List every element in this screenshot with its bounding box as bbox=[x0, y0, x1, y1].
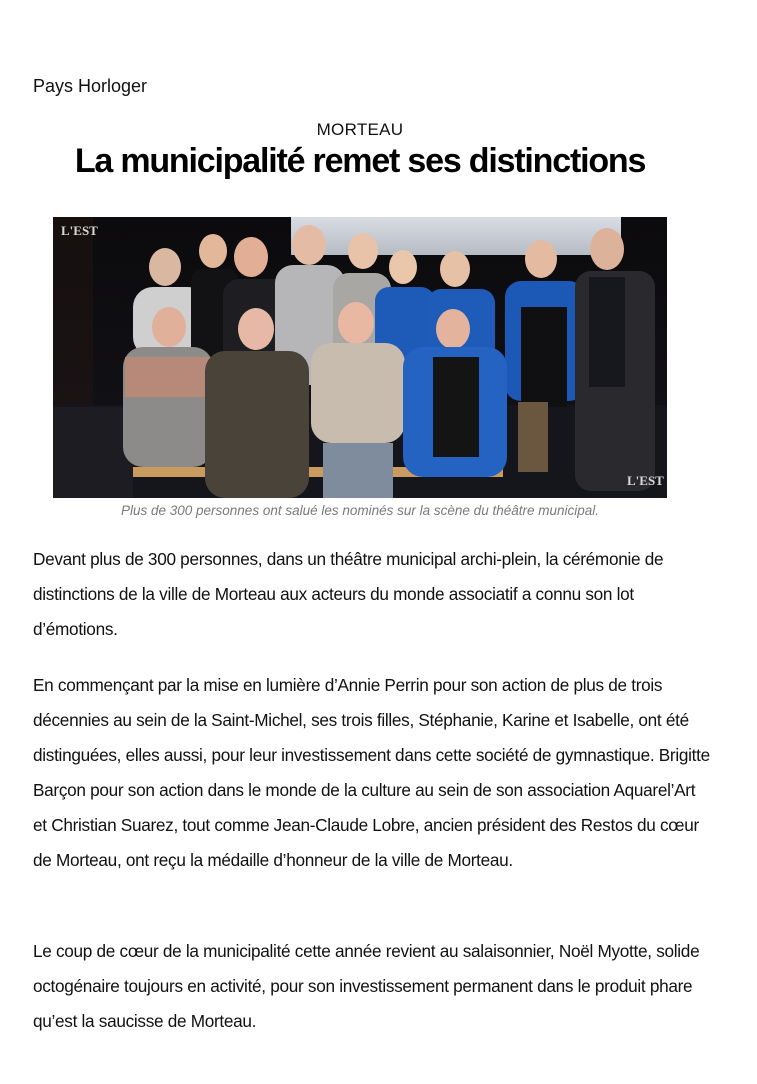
article-paragraph: Devant plus de 300 personnes, dans un théâtre municipal archi-plein, la cérémonie de distinctions de la ville de Morteau aux acteurs du monde associatif a connu son lot d’émotions. bbox=[33, 549, 664, 639]
article-kicker: MORTEAU bbox=[316, 120, 404, 139]
article-paragraph: Le coup de cœur de la municipalité cette année revient au salaisonnier, Noël Myotte, solide octogénaire toujours en activité, pour son investissement permanent dans le produit phare qu’est la saucisse de Morteau. bbox=[33, 941, 700, 1031]
photo-caption: Plus de 300 personnes ont salué les nominés sur la scène du théâtre municipal. bbox=[120, 503, 600, 518]
group-photo-illustration bbox=[53, 217, 667, 498]
watermark-bottom: L'EST bbox=[627, 473, 664, 488]
article-paragraph: En commençant par la mise en lumière d’Annie Perrin pour son action de plus de trois décennies au sein de la Saint-Michel, ses trois filles, Stéphanie, Karine et Isabelle, ont été distinguées, elles aussi, pour leur investissement dans cette société de gymnastique. Brigitte Barçon pour son action dans le monde de la culture au sein de son association Aquarel’Art et Christian Suarez, tout comme Jean-Claude Lobre, ancien président des Restos du cœur de Morteau, ont reçu la médaille d’honneur de la ville de Morteau. bbox=[33, 675, 710, 870]
section-label[interactable]: Pays Horloger bbox=[33, 76, 148, 96]
article-headline: La municipalité remet ses distinctions bbox=[74, 142, 646, 180]
watermark-top: L'EST bbox=[61, 223, 98, 238]
article-photo[interactable] bbox=[53, 217, 667, 498]
